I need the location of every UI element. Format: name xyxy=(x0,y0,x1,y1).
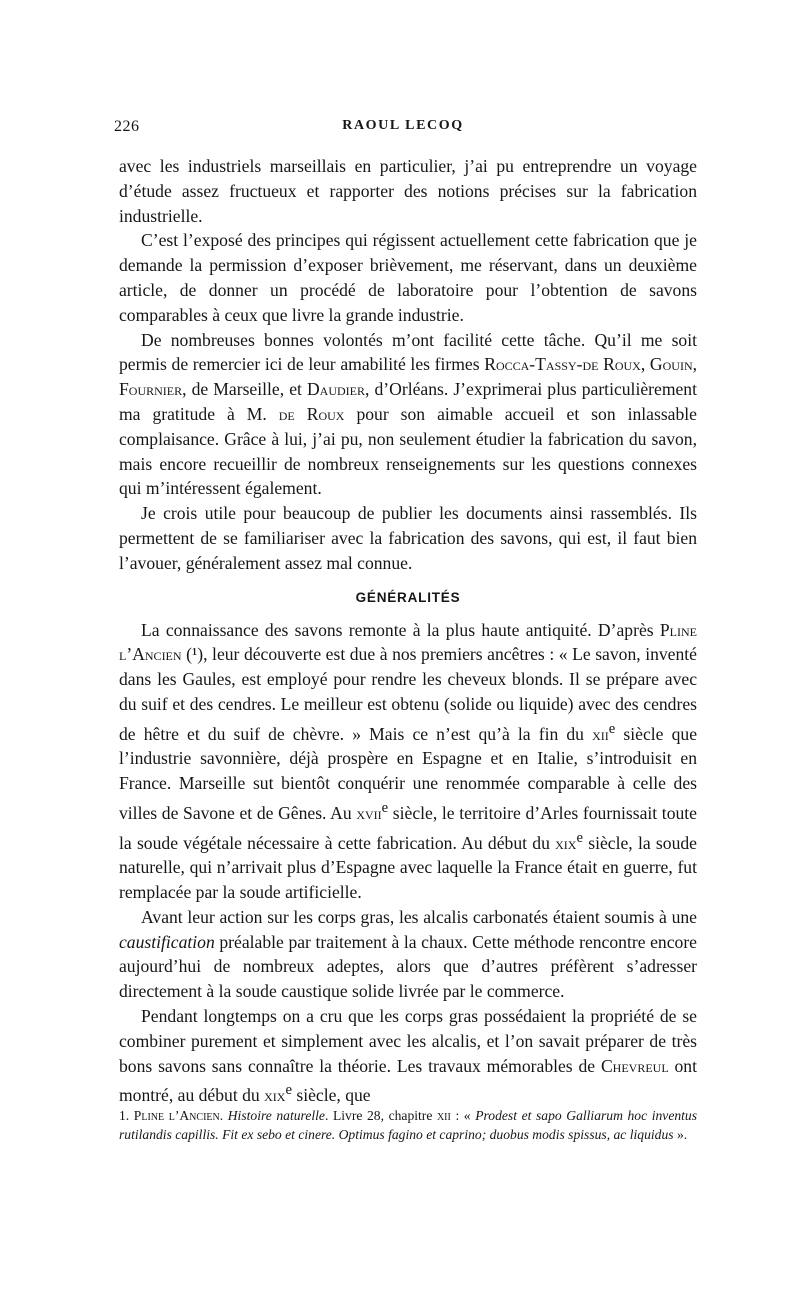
section-title: GÉNÉRALITÉS xyxy=(355,589,461,605)
text-run: ». xyxy=(673,1127,688,1142)
paragraph-6 xyxy=(119,905,697,1004)
text-run: Avant leur action sur les corps gras, les alcalis carbonatés étaient soumis à une xyxy=(141,906,697,927)
chapter-numeral: xii xyxy=(436,1108,451,1123)
text-run: , d’Orléans. J’exprimerai plus particulièrement ma gratitude à M. xyxy=(119,379,697,424)
text-run: , de Marseille, et xyxy=(182,379,307,400)
person-name: de Roux xyxy=(278,403,345,424)
century-numeral: xii xyxy=(592,723,609,744)
running-head xyxy=(108,118,698,140)
paragraph-4: Je crois utile pour beaucoup de publier les documents ainsi rassemblés. Ils permettent de se familiariser avec la fabrication des savons, qui est, il faut bien l’avouer, généralement assez mal connue. xyxy=(119,503,697,573)
text-run: , xyxy=(640,354,650,375)
ordinal-suffix: e xyxy=(381,799,389,816)
text-run: siècle que l’industrie savonnière, déjà prospère en Espagne et en Italie, s’introduisit en France. Marseille sut bientôt conquérir une renommée comparable à celle des villes de Savone et de Gênes. Au xyxy=(119,723,697,823)
firm-name: Daudier xyxy=(306,379,366,400)
latin-quote: Prodest et sapo Galliarum hoc inventus rutilandis capillis. Fit ex sebo et cinere. Optimus fagino et caprino; duobus modis spissus, ac liquidus xyxy=(119,1108,698,1142)
book-title: Histoire naturelle xyxy=(227,1108,325,1123)
running-head-author: RAOUL LECOQ xyxy=(342,118,464,133)
text-run: , xyxy=(692,354,698,375)
text-run: . Livre 28, chapitre xyxy=(324,1108,437,1123)
firm-name: Gouin xyxy=(649,354,693,375)
firm-name: Rocca-Tassy-de Roux xyxy=(484,354,641,375)
footnote-ref: (¹) xyxy=(181,644,204,665)
author-name: Pline l’Ancien xyxy=(119,619,697,665)
text-run: , leur découverte est due à nos premiers ancêtres : « Le savon, inventé dans les Gaules, est employé pour rendre les cheveux blonds. Il se prépare avec du suif et des cendres. Le meilleur est obtenu (solide ou liquide) avec des cendres de hêtre et du suif de chèvre. » Mais ce n’est qu’à la fin du xyxy=(119,644,697,744)
paragraph-1: avec les industriels marseillais en particulier, j’ai pu entreprendre un voyage d’étude assez fructueux et rapporter des notions précises sur la fabrication industrielle. xyxy=(119,156,697,226)
text-run: ont montré, au début du xyxy=(119,1055,697,1106)
paragraph-7 xyxy=(119,1004,697,1108)
text-run: De nombreuses bonnes volontés m’ont facilité cette tâche. Qu’il me soit permis de remercier ici de leur amabilité les firmes xyxy=(119,329,697,375)
italic-term: caustification xyxy=(119,931,215,952)
person-name: Chevreul xyxy=(600,1055,669,1076)
text-run: Pendant longtemps on a cru que les corps gras possédaient la propriété de se combiner purement et simplement avec les alcalis, et l’on savait préparer de très bons savons sans connaître la théorie. Les travaux mémorables de xyxy=(119,1006,697,1076)
text-run: . xyxy=(219,1108,228,1123)
text-run: siècle, le territoire d’Arles fournissait toute la soude végétale nécessaire à cette fabrication. Au début du xyxy=(119,802,697,853)
paragraph-2: C’est l’exposé des principes qui régissent actuellement cette fabrication que je demande la permission d’exposer brièvement, me réservant, dans un deuxième article, de donner un procédé de laboratoire pour l’obtention de savons comparables à ceux que livre la grande industrie. xyxy=(119,230,697,325)
century-numeral: xix xyxy=(555,832,577,853)
paragraph-3 xyxy=(119,328,697,502)
text-run: La connaissance des savons remonte à la plus haute antiquité. D’après xyxy=(141,619,660,640)
footnote-number: 1. xyxy=(119,1108,134,1123)
ordinal-suffix: e xyxy=(285,1082,292,1099)
text-run: pour son aimable accueil et son inlassable complaisance. Grâce à lui, j’ai pu, non seulement étudier la fabrication du savon, mais encore recueillir de nombreux renseignements sur les questions connexes qui m’intéressent également. xyxy=(119,403,697,499)
body-text xyxy=(119,154,697,1108)
ordinal-suffix: e xyxy=(576,829,583,846)
firm-name: Fournier xyxy=(119,379,183,400)
author-name: Pline l’Ancien xyxy=(133,1108,220,1123)
text-run: siècle, que xyxy=(291,1085,371,1106)
text-run: préalable par traitement à la chaux. Cette méthode rencontre encore aujourd’hui de nombreux adeptes, alors que d’autres préfèrent s’adresser directement à la soude caustique solide livrée par le commerce. xyxy=(119,931,697,1002)
century-numeral: xvii xyxy=(356,802,382,823)
century-numeral: xix xyxy=(264,1085,286,1106)
text-run: siècle, la soude naturelle, qui n’arrivait plus d’Espagne avec laquelle la France était en guerre, fut remplacée par la soude artificielle. xyxy=(119,832,697,903)
footnote xyxy=(119,1106,697,1144)
page-number: 226 xyxy=(114,118,140,135)
ordinal-suffix: e xyxy=(608,720,616,737)
paragraph-5 xyxy=(119,618,697,905)
text-run: : « xyxy=(450,1108,476,1123)
